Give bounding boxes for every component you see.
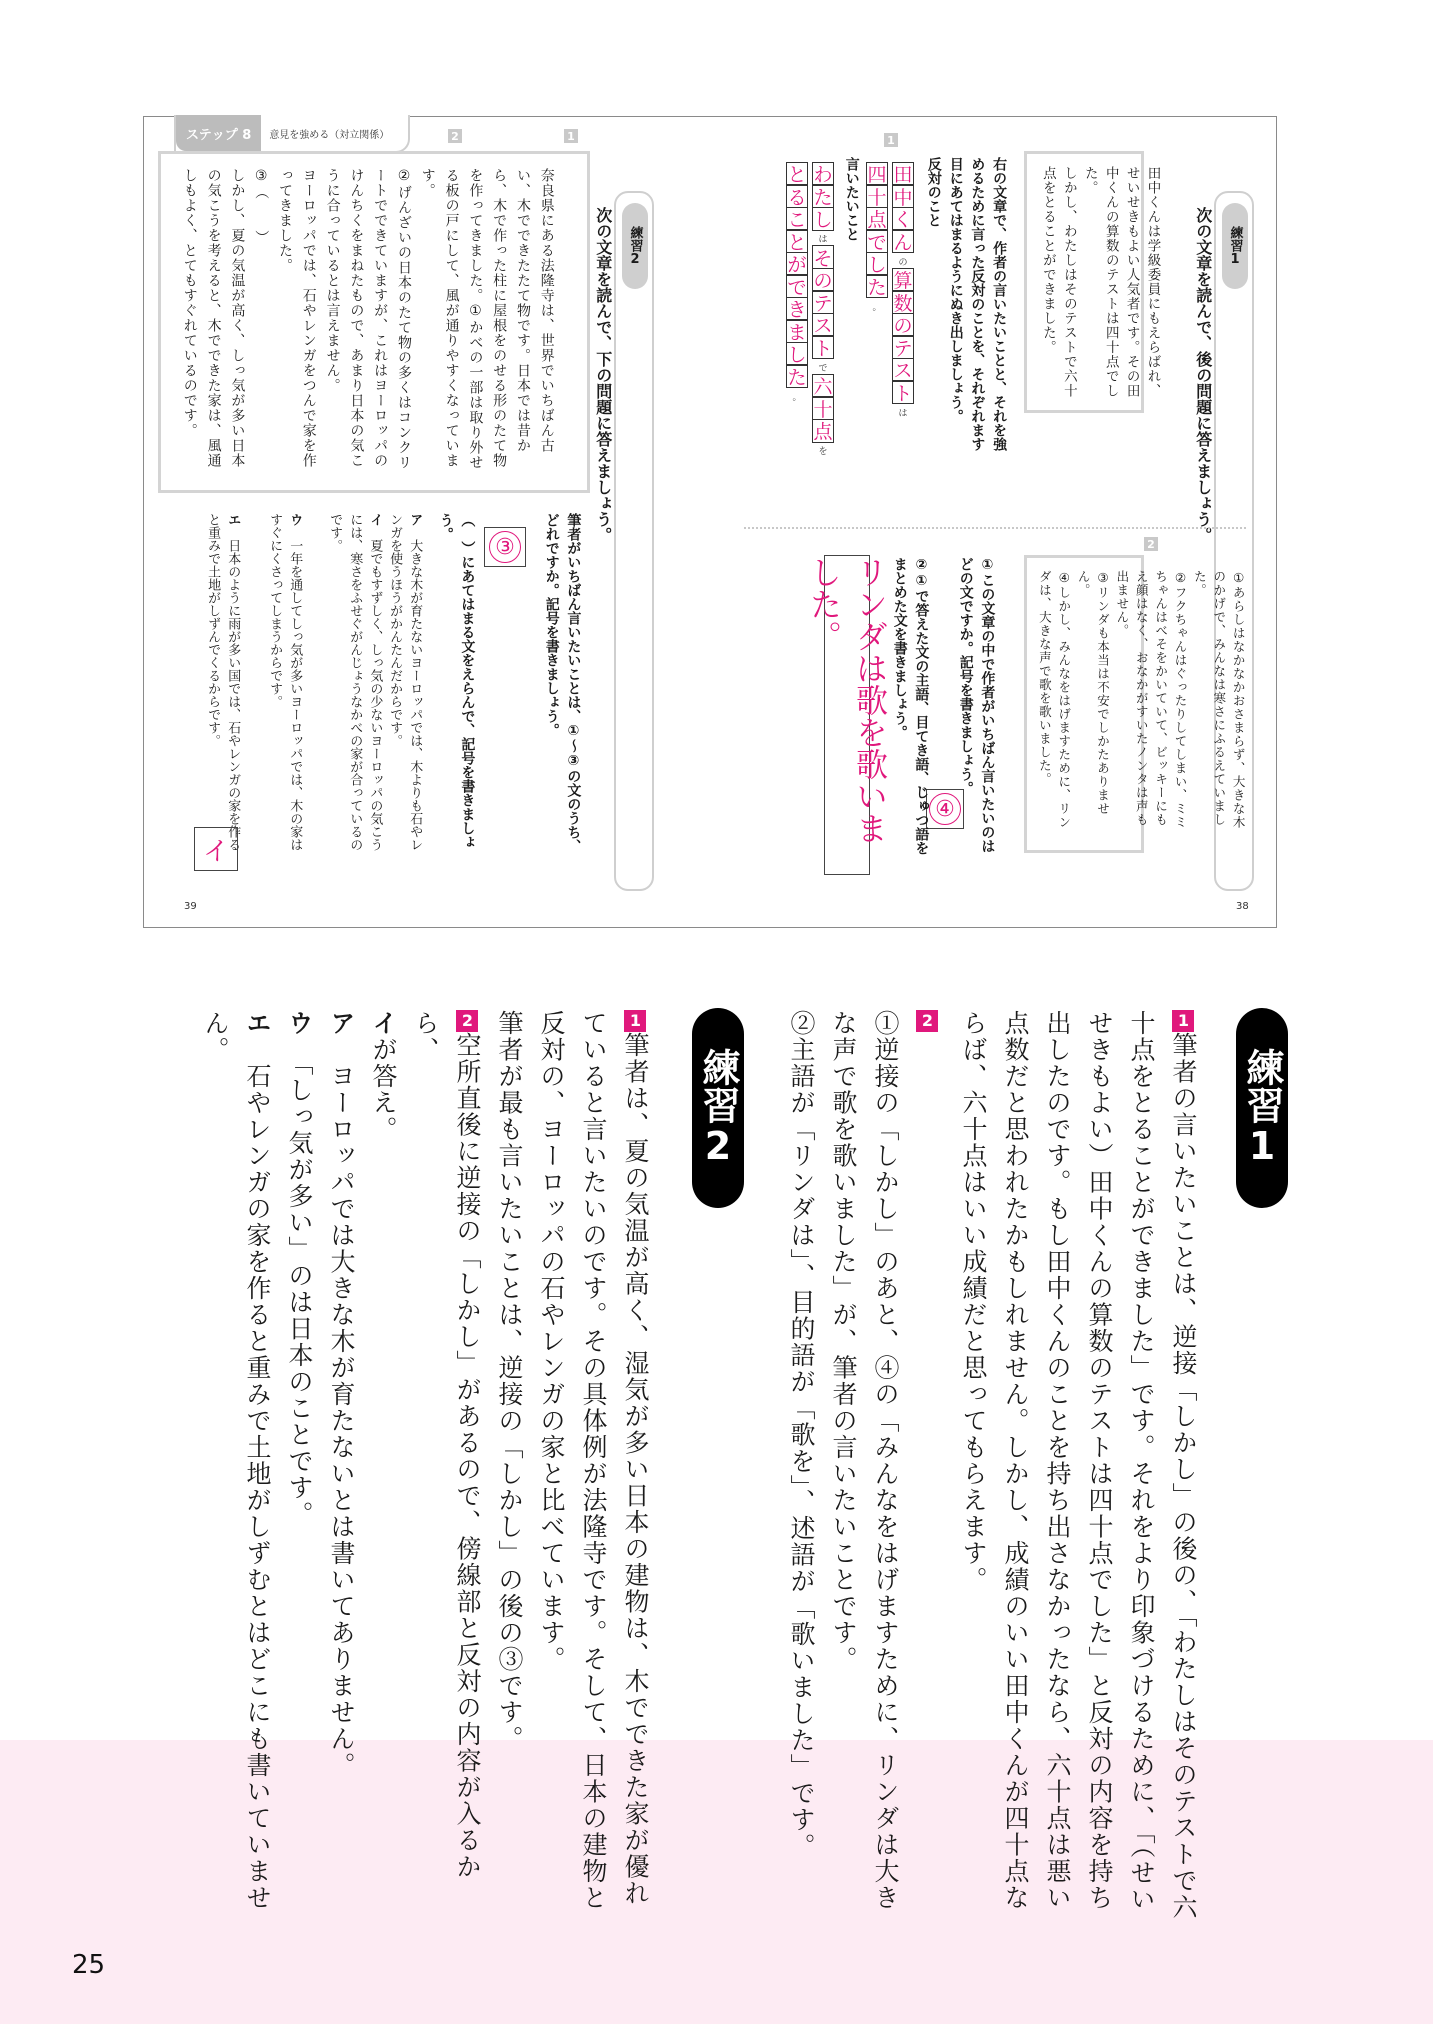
answer-cell: 四 <box>866 162 888 186</box>
explanation-text: 筆者は、夏の気温が高く、湿気が多い日本の建物は、木でできた家が優れていると言いたいのです。その具体例が法隆寺です。そして、日本の建物と反対の、ヨーロッパの石やレンガの家と比べています。 <box>537 1010 650 1911</box>
choice-text: 大きな木が育たないヨーロッパでは、木よりも石やレンガを使うほうがかんたんだからです。 <box>387 513 423 851</box>
answer-cell: し <box>786 342 808 366</box>
choice-label: イ <box>367 513 383 526</box>
answer-cell: 数 <box>892 290 914 314</box>
note-u <box>278 1010 320 1930</box>
answer-cell: 点 <box>866 207 888 231</box>
page-number-39: 39 <box>184 901 197 912</box>
ex2-q2-explanation <box>404 1010 488 1930</box>
step-header-tab <box>174 115 410 153</box>
answer-cell: た <box>866 274 888 298</box>
exercise2-explanation <box>180 1010 656 1930</box>
section1-passage <box>1037 166 1163 398</box>
section1-number: 1 <box>884 133 898 147</box>
note-label: ウ <box>285 1010 314 1037</box>
exercise2-header <box>593 191 654 891</box>
passage-sentence: ③リンダも本当は不安でしかたありません。 <box>1076 570 1111 816</box>
note-text: ヨーロッパでは大きな木が育たないとは書いてありません。 <box>327 1063 356 1779</box>
section1-question: 右の文章で、作者の言いたいことと、それを強めるために言った反対のことを、それぞれます目にあてはまるようにぬき出しましょう。 <box>947 157 1008 451</box>
answer-text: が答え。 <box>369 1036 398 1143</box>
exercise1-explanation-badge: 練習1 <box>1236 1008 1288 1208</box>
page-number: 25 <box>72 1950 106 1980</box>
section2-q1-answer-box <box>926 789 964 829</box>
ex2-q1-answer-box <box>484 527 526 567</box>
answer-cell: ト <box>892 380 914 404</box>
opposite-answer-cells <box>892 163 914 420</box>
answer-cell: ス <box>812 313 834 337</box>
answer-cell: が <box>786 252 808 276</box>
page-number-38: 38 <box>1236 901 1249 912</box>
particle: の <box>898 257 908 268</box>
exercise2-passage-box <box>158 151 590 493</box>
ex2-q1-number: 1 <box>564 129 578 143</box>
explanation-text: 筆者の言いたいことは、逆接「しかし」の後の、「わたしはそのテストで六十点をとることができました」です。それをより印象づけるために、「（せいせきもよい）田中くんの算数のテストは四十点でした」と反対の内容を持ち出したのです。もし田中くんのことを持ち出さなかったなら、六十点は悪い点数だと思われたかもしれません。しかし、成績のいい田中くんが四十点ならば、六十点はいい成績だと思ってもらえます。 <box>959 1010 1198 1921</box>
note-text: 「しっ気が多い」のは日本のことです。 <box>285 1063 314 1528</box>
period: 。 <box>792 392 802 403</box>
section2-question2 <box>888 557 931 857</box>
answer-cell: 六 <box>812 374 834 398</box>
choice-i <box>324 513 384 853</box>
answer-value: イ <box>202 836 229 867</box>
passage-sentence: ①あらしはなかなかおさまらず、大きな木のかげで、みんなは寒さにふるえていました。 <box>1192 570 1247 829</box>
choice-text: 日本のように雨が多い国では、石やレンガの家を作ると重みで土地がしずんでくるからです。 <box>205 513 241 851</box>
answer-cell: く <box>892 207 914 231</box>
answer-cell: た <box>812 184 834 208</box>
explanation-text: ①逆接の「しかし」のあと、④の「みんなをはげますために、リンダは大きな声で歌を歌いました」が、筆者の言いたいことです。 <box>829 1010 900 1911</box>
passage-paragraph: ヨーロッパでは、石やレンガをつんで家を作ってきました。 <box>276 168 317 468</box>
passage-paragraph: ②げんざいの日本のたて物の多くはコンクリートでできていますが、これはヨーロッパのけんちくをまねたもので、あまり日本の気こうに合っているとは言えません。 <box>324 168 412 470</box>
period: 。 <box>872 302 882 313</box>
particle: を <box>818 447 828 457</box>
answer-cell: 十 <box>812 396 834 420</box>
note-e <box>194 1010 278 1930</box>
answer-cell: と <box>786 229 808 253</box>
q1-marker: 1 <box>1174 1010 1193 1032</box>
passage-paragraph: 田中くんは学級委員にもえらばれ、せいせきもよい人気者です。その田中くんの算数のテストは四十点でした。 <box>1081 166 1161 398</box>
answer-cell: 点 <box>812 419 834 443</box>
answer-cell: ん <box>892 229 914 253</box>
opposite-answer-cells-2 <box>866 163 888 314</box>
section2-number: 2 <box>1144 537 1158 551</box>
exercise2-passage <box>177 168 558 476</box>
choice-label: エ <box>225 513 241 526</box>
ex2-q1-explanation <box>530 1010 656 1930</box>
answer-cell: る <box>786 184 808 208</box>
ex2-q2-number: 2 <box>448 129 462 143</box>
answer-cell: の <box>812 268 834 292</box>
passage-sentence: ④しかし、みんなをはげますために、リンダは、大きな声で歌を歌いました。 <box>1037 570 1072 829</box>
choice-label: ウ <box>287 513 303 526</box>
answer-cell: ト <box>812 335 834 359</box>
ex2-q2-answer-box <box>194 827 238 871</box>
answer-cell: と <box>786 162 808 186</box>
passage-paragraph: しかし、わたしはそのテストで六十点をとることができました。 <box>1039 166 1077 398</box>
answer-value: ③ <box>489 531 521 563</box>
exercise2-instruction: 次の文章を読んで、下の問題に答えましょう。 <box>593 207 613 543</box>
choice-a <box>384 513 424 853</box>
particle: は <box>898 408 908 419</box>
answer-cell: テ <box>892 335 914 359</box>
passage-paragraph: しかし、夏の気温が高く、しっ気が多い日本の気こうを考えると、木でできた家は、風通しもよく、とてもすぐれているのです。 <box>181 168 246 468</box>
answer-cell: し <box>866 252 888 276</box>
explanation-text: 筆者が最も言いたいことは、逆接の「しかし」の後の③です。 <box>495 1010 524 1752</box>
particle: は <box>818 235 828 245</box>
ex2-question1: 筆者がいちばん言いたいことは、①〜③の文のうち、どれですか。記号を書きましょう。 <box>543 513 582 853</box>
question-number: ② <box>913 557 930 573</box>
answer-cell: で <box>786 274 808 298</box>
section2-passage-box <box>1024 555 1247 853</box>
answer-cell: し <box>812 207 834 231</box>
answer-cell: そ <box>812 245 834 269</box>
step-label: ステップ 8 <box>176 115 261 151</box>
textbook-spread-scan <box>143 116 1277 928</box>
explanation-text: 空所直後に逆接の「しかし」があるので、傍線部と反対の内容が入るから、 <box>411 1010 482 1880</box>
answer-cell: わ <box>812 162 834 186</box>
section-divider <box>744 527 1246 529</box>
exercise1-instruction: 次の文章を読んで、後の問題に答えましょう。 <box>1193 207 1213 543</box>
answer-cell: で <box>866 229 888 253</box>
answer-cell: き <box>786 297 808 321</box>
section1-passage-box <box>1024 151 1161 413</box>
answer-cell: の <box>892 313 914 337</box>
exercise1-badge: 練習1 <box>1222 203 1248 289</box>
answer-cell: 十 <box>866 184 888 208</box>
opposite-label: 反対のこと <box>925 157 942 227</box>
passage-paragraph: 奈良県にある法隆寺は、世界でいちばん古い、木でできたたて物です。日本では昔から、木で作った柱に屋根をのせる形のたて物を作ってきました。①かべの一部は取り外せる板の戸にして、風が通りやすくなっています。 <box>419 168 555 470</box>
passage-sentence: ②フクちゃんはぐったりしてしまい、ミミちゃんはべそをかいていて、ビッキーにもえ顔はなく、おなかがすいたノンタは声も出ません。 <box>1114 570 1188 829</box>
choice-text: 夏でもすずしく、しっ気の少ないヨーロッパの気こうには、寒さをふせぐがんじょうなかべの家が合っているのです。 <box>327 513 383 851</box>
answer-cell: ス <box>892 358 914 382</box>
step-title: 意見を強める（対立関係） <box>269 129 390 141</box>
answer-line <box>362 1010 404 1930</box>
answer-cell: テ <box>812 290 834 314</box>
answer-cell: 中 <box>892 184 914 208</box>
main-answer-cells <box>812 163 834 459</box>
ex1-q1-explanation <box>952 1010 1204 1930</box>
exercise1-explanation <box>787 1010 1204 1930</box>
choice-label: ア <box>407 513 423 526</box>
ex2-question2: （ ）にあてはまる文をえらんで、記号を書きましょう。 <box>437 513 476 849</box>
passage-paragraph: ③（ ） <box>253 168 270 245</box>
question-text: ①で答えた文の主語、目てき語、じゅつ語をまとめた文を書きましょう。 <box>891 557 930 855</box>
note-label: ア <box>327 1010 356 1037</box>
answer-value: リンダは歌を歌いました。 <box>805 556 889 844</box>
exercise2-explanation-badge: 練習2 <box>692 1008 744 1208</box>
ex1-q2-marker-row <box>906 1010 948 1930</box>
q2-marker: 2 <box>918 1010 937 1032</box>
answer-cell: 算 <box>892 268 914 292</box>
particle: で <box>818 363 828 374</box>
choice-e <box>202 513 242 853</box>
question-text: この文章の中で作者がいちばん言いたいのはどの文ですか。記号を書きましょう。 <box>957 557 996 853</box>
note-a <box>320 1010 362 1930</box>
q2-marker: 2 <box>458 1010 477 1032</box>
answer-cell: こ <box>786 207 808 231</box>
section2-q2-answer-box <box>805 555 889 875</box>
explanation-text: ②主語が「リンダは」、目的語が「歌を」、述語が「歌いました」です。 <box>787 1010 816 1860</box>
note-label: エ <box>243 1010 272 1037</box>
choice-u <box>264 513 304 853</box>
exercise2-badge: 練習2 <box>622 203 648 289</box>
main-answer-cells-2 <box>786 163 808 404</box>
q1-marker: 1 <box>626 1010 645 1032</box>
answer-cell: た <box>786 364 808 388</box>
note-text: 石やレンガの家を作ると重みで土地がしずむとはどこにも書いていません。 <box>201 1010 272 1911</box>
answer-cell: 田 <box>892 162 914 186</box>
section2-passage <box>1035 570 1248 838</box>
choice-text: 一年を通してしっ気が多いヨーロッパでは、木の家はすぐにくさってしまうからです。 <box>267 513 303 851</box>
question-number: ① <box>979 557 996 573</box>
answer-value: ④ <box>929 793 961 825</box>
answer-label: イ <box>369 1010 398 1037</box>
answer-cell: ま <box>786 319 808 343</box>
main-label: 言いたいこと <box>843 157 860 241</box>
